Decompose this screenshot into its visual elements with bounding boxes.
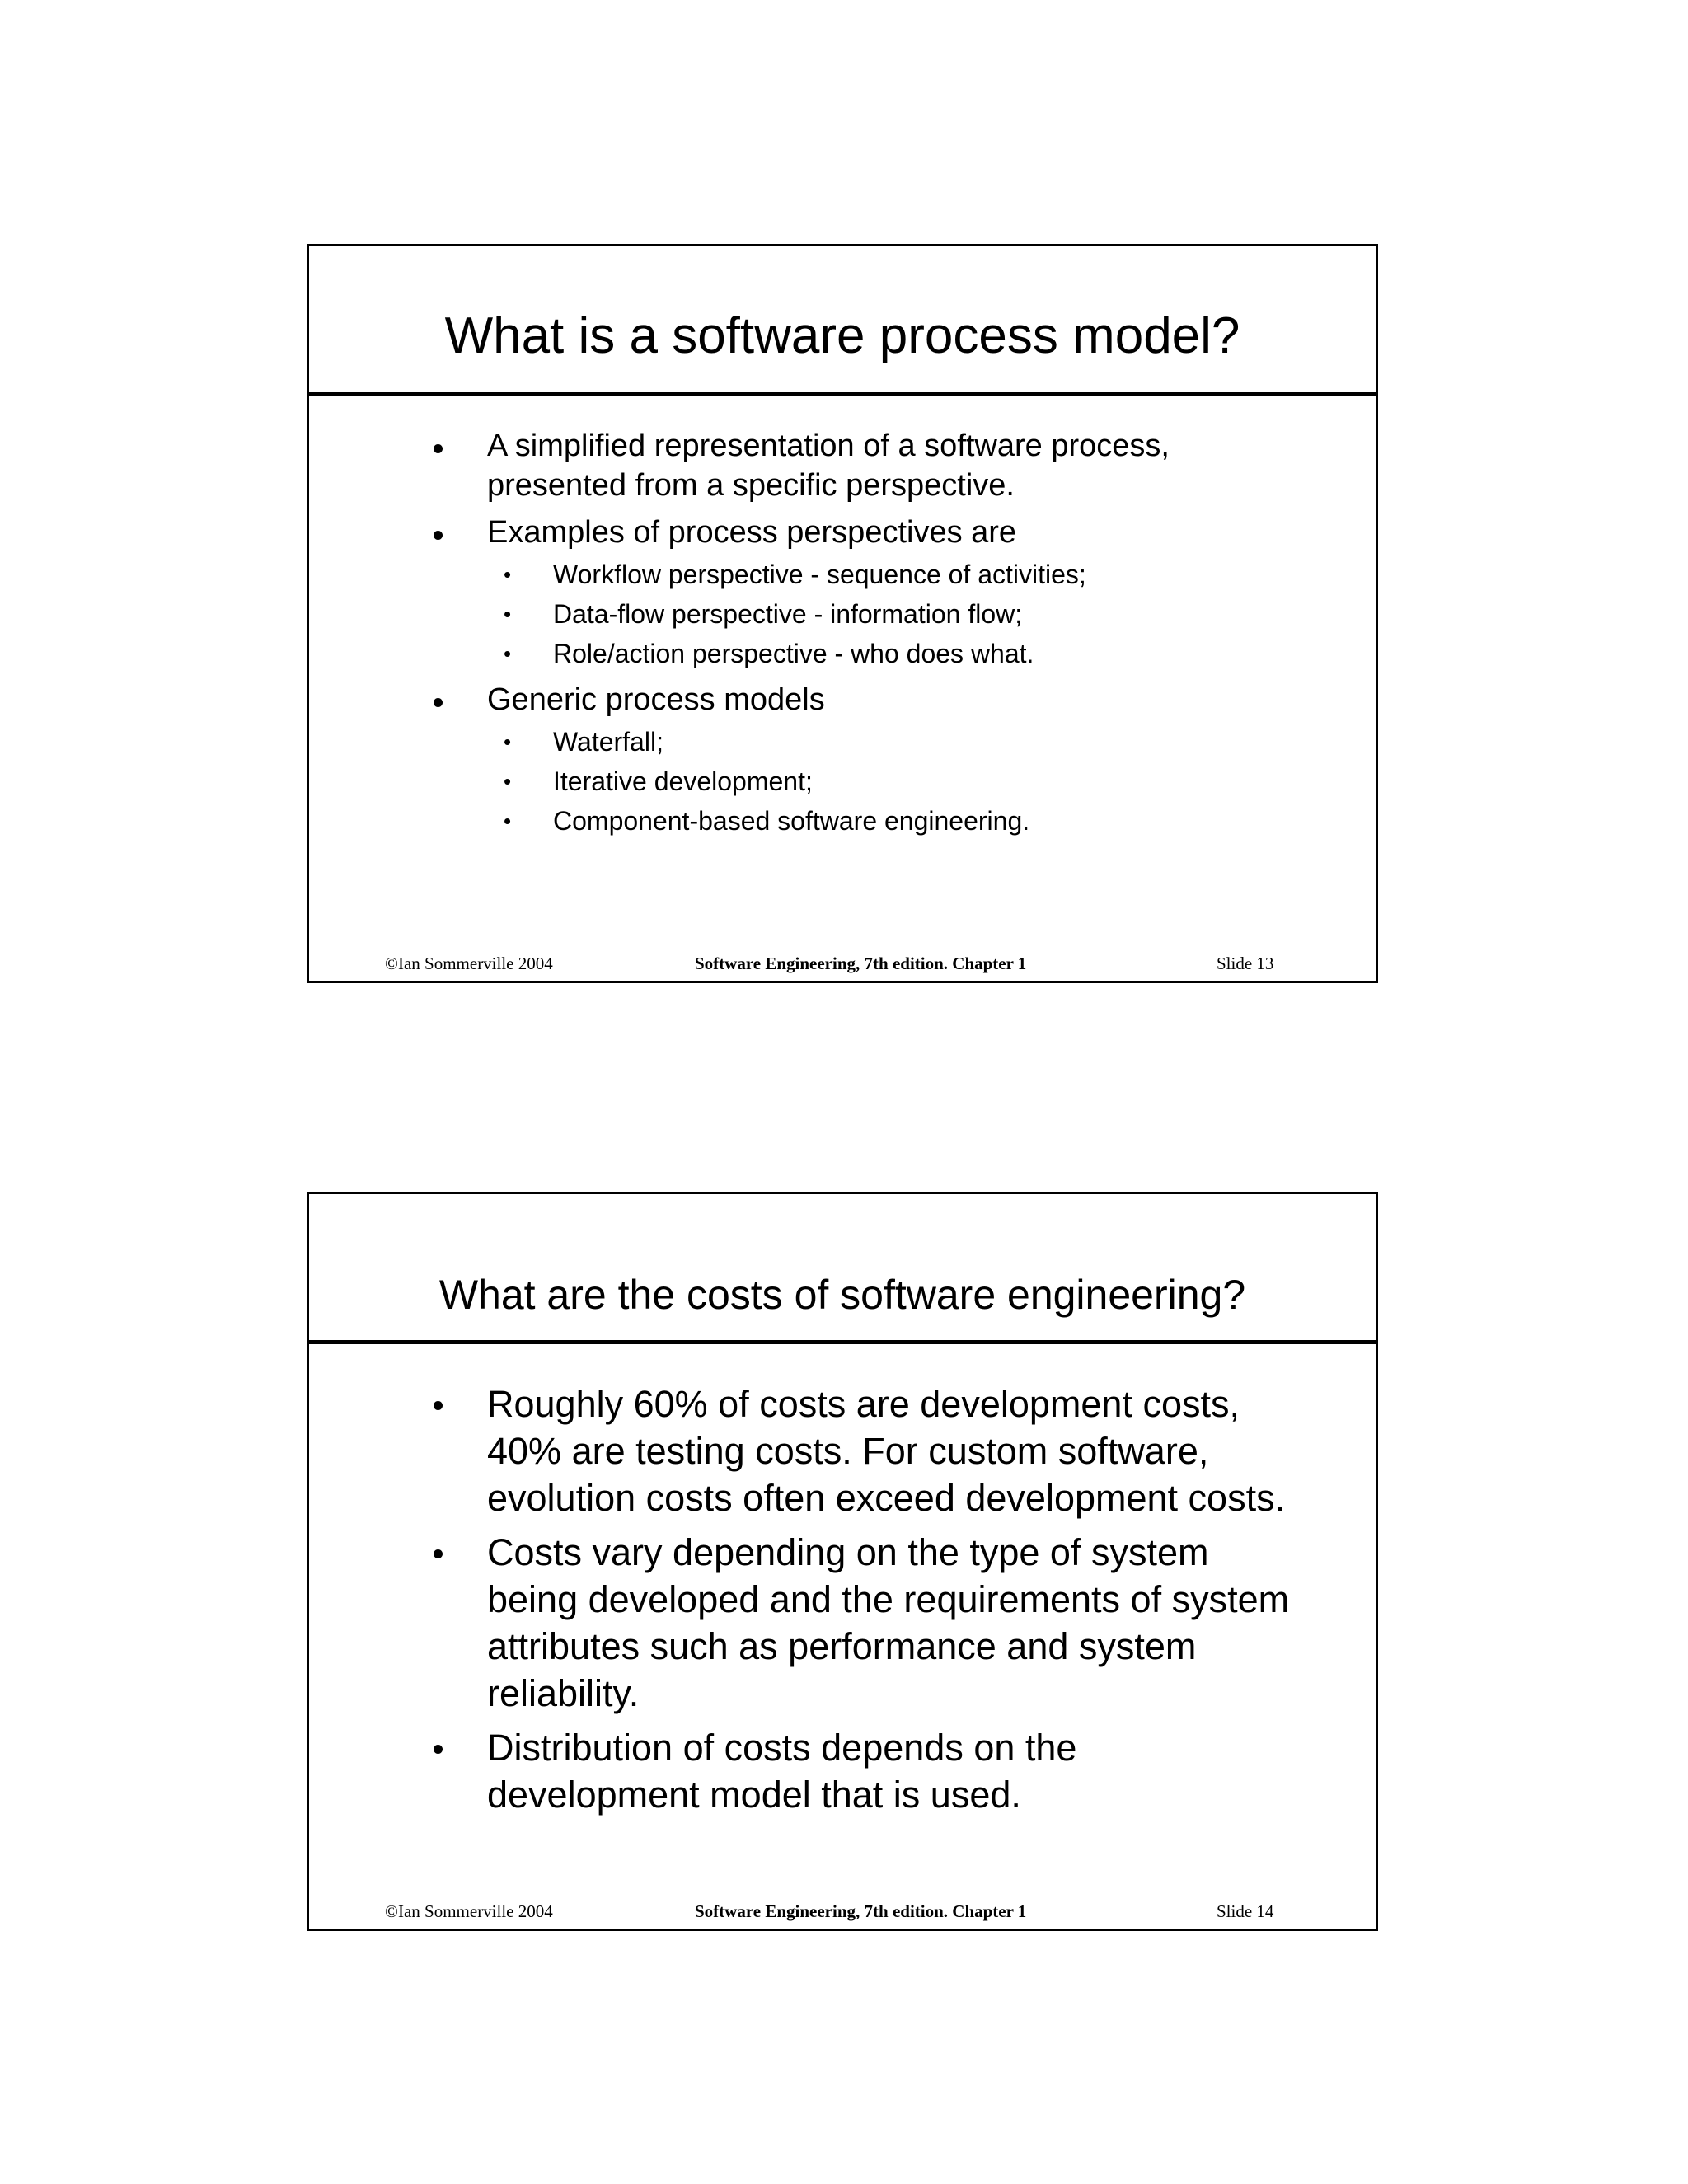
- slide-title: What are the costs of software engineering?: [438, 1272, 1246, 1318]
- sub-bullet-text: Data-flow perspective - information flow;: [553, 599, 1023, 629]
- slide-title: What is a software process model?: [444, 307, 1240, 364]
- bullet-item: [309, 513, 1376, 552]
- sub-bullet-dot-icon: •: [504, 729, 512, 754]
- sub-bullet-text: Workflow perspective - sequence of activities;: [553, 560, 1086, 589]
- sub-bullet-list: [309, 555, 1376, 673]
- sub-bullet-item: [309, 801, 1376, 841]
- bullet-line: attributes such as performance and system: [487, 1625, 1197, 1667]
- slide-body: [309, 426, 1376, 847]
- bullet-line: Generic process models: [487, 682, 825, 717]
- bullet-line: Costs vary depending on the type of system: [487, 1531, 1209, 1573]
- sub-bullet-text: Waterfall;: [553, 727, 663, 757]
- bullet-line: evolution costs often exceed development costs.: [487, 1477, 1286, 1519]
- bullet-dot-icon: [434, 1745, 443, 1754]
- sub-bullet-text: Component-based software engineering.: [553, 806, 1030, 836]
- footer-slide-number: Slide 14: [1217, 1901, 1274, 1921]
- bullet-line: development model that is used.: [487, 1774, 1021, 1816]
- sub-bullet-text: Role/action perspective - who does what.: [553, 639, 1034, 668]
- footer-copyright: ©Ian Sommerville 2004: [385, 954, 553, 973]
- bullet-line: presented from a specific perspective.: [487, 468, 1015, 503]
- bullet-line: being developed and the requirements of system: [487, 1578, 1290, 1620]
- title-divider: [309, 392, 1376, 396]
- sub-bullet-item: [309, 762, 1376, 801]
- bullet-item: [309, 1380, 1376, 1521]
- bullet-line: 40% are testing costs. For custom software,: [487, 1430, 1209, 1472]
- bullet-line: reliability.: [487, 1672, 640, 1714]
- sub-bullet-dot-icon: •: [504, 602, 512, 626]
- slide-13: [307, 244, 1378, 983]
- footer-book-title: Software Engineering, 7th edition. Chapter 1: [695, 954, 1027, 973]
- sub-bullet-item: [309, 555, 1376, 594]
- bullet-item: [309, 680, 1376, 719]
- sub-bullet-dot-icon: •: [504, 641, 512, 666]
- sub-bullet-text: Iterative development;: [553, 766, 813, 796]
- bullet-dot-icon: [434, 531, 443, 540]
- title-divider: [309, 1340, 1376, 1344]
- sub-bullet-item: [309, 594, 1376, 634]
- bullet-item: [309, 1724, 1376, 1818]
- sub-bullet-dot-icon: •: [504, 562, 512, 587]
- footer-slide-number: Slide 13: [1217, 954, 1274, 973]
- bullet-item: [309, 426, 1376, 505]
- bullet-line: Distribution of costs depends on the: [487, 1727, 1077, 1769]
- sub-bullet-item: [309, 722, 1376, 762]
- bullet-line: Roughly 60% of costs are development costs,: [487, 1383, 1240, 1425]
- slide-14: [307, 1192, 1378, 1931]
- sub-bullet-dot-icon: •: [504, 808, 512, 833]
- footer-book-title: Software Engineering, 7th edition. Chapter 1: [695, 1901, 1027, 1921]
- sub-bullet-dot-icon: •: [504, 769, 512, 794]
- bullet-dot-icon: [434, 698, 443, 707]
- footer-copyright: ©Ian Sommerville 2004: [385, 1901, 553, 1921]
- slide-body: [309, 1380, 1376, 1825]
- bullet-line: Examples of process perspectives are: [487, 515, 1017, 550]
- bullet-item: [309, 1529, 1376, 1717]
- bullet-dot-icon: [434, 1549, 443, 1558]
- sub-bullet-item: [309, 634, 1376, 673]
- bullet-dot-icon: [434, 444, 443, 453]
- sub-bullet-list: [309, 722, 1376, 841]
- bullet-dot-icon: [434, 1401, 443, 1410]
- bullet-line: A simplified representation of a software process,: [487, 429, 1170, 463]
